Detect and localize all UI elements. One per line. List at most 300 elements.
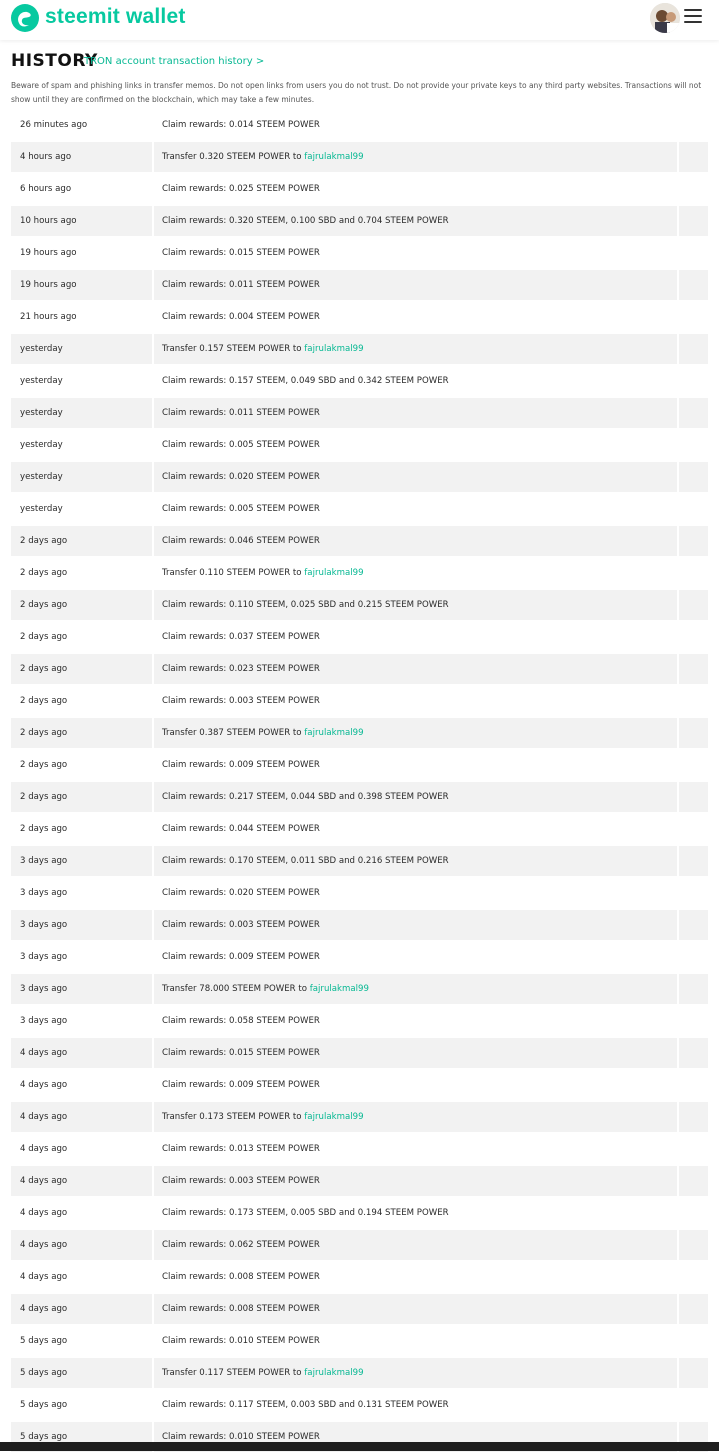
tx-time[interactable]: 2 days ago [20,824,68,834]
tx-description [162,280,320,290]
tx-description [162,504,320,514]
table-row [11,654,708,686]
time-cell [11,1326,152,1356]
time-cell [11,1294,152,1324]
time-cell [11,174,152,204]
time-cell [11,462,152,492]
tx-text: Transfer 0.387 STEEM POWER to [162,728,305,738]
tx-time[interactable]: 5 days ago [20,1400,68,1410]
tx-text: Claim rewards: 0.173 STEEM, 0.005 SBD and 0.194 STEEM POWER [162,1208,449,1218]
memo-cell [679,1262,708,1292]
description-cell [154,334,677,364]
description-cell [154,782,677,812]
tx-description [162,1144,320,1154]
description-cell [154,174,677,204]
description-cell [154,590,677,620]
memo-cell [679,334,708,364]
tx-description [162,184,320,194]
tx-text: Claim rewards: 0.025 STEEM POWER [162,184,320,194]
description-cell [154,558,677,588]
memo-cell [679,942,708,972]
tx-description [162,1272,320,1282]
table-row [11,1166,708,1198]
tx-text: Claim rewards: 0.320 STEEM, 0.100 SBD and 0.704 STEEM POWER [162,216,449,226]
tx-text: Claim rewards: 0.011 STEEM POWER [162,280,320,290]
tx-user-link[interactable]: fajrulakmal99 [304,568,364,578]
time-cell [11,718,152,748]
description-cell [154,526,677,556]
memo-cell [679,462,708,492]
description-cell [154,1102,677,1132]
avatar[interactable] [650,3,680,33]
tx-description [162,344,364,354]
table-row [11,1262,708,1294]
time-cell [11,1070,152,1100]
tx-time[interactable]: 2 days ago [20,536,68,546]
table-row [11,750,708,782]
tx-description [162,312,320,322]
memo-cell [679,1230,708,1260]
tx-text: Claim rewards: 0.015 STEEM POWER [162,1048,320,1058]
tx-description [162,152,364,162]
tx-time[interactable]: 5 days ago [20,1368,68,1378]
memo-cell [679,398,708,428]
table-row [11,878,708,910]
description-cell [154,142,677,172]
description-cell [154,974,677,1004]
tx-description [162,216,449,226]
time-cell [11,110,152,140]
tx-text: Transfer 0.173 STEEM POWER to [162,1112,305,1122]
memo-cell [679,1358,708,1388]
description-cell [154,1294,677,1324]
description-cell [154,1038,677,1068]
time-cell [11,1134,152,1164]
tx-user-link[interactable]: fajrulakmal99 [304,728,364,738]
tx-description [162,1016,320,1026]
tx-text: Claim rewards: 0.020 STEEM POWER [162,888,320,898]
tx-time[interactable]: 26 minutes ago [20,120,88,130]
memo-cell [679,206,708,236]
tx-user-link[interactable]: fajrulakmal99 [304,152,364,162]
memo-cell [679,1038,708,1068]
tx-text: Claim rewards: 0.020 STEEM POWER [162,472,320,482]
description-cell [154,430,677,460]
tx-description [162,1336,320,1346]
table-row [11,1390,708,1422]
tx-text: Claim rewards: 0.003 STEEM POWER [162,696,320,706]
time-cell [11,1230,152,1260]
tx-text: Claim rewards: 0.003 STEEM POWER [162,920,320,930]
table-row [11,590,708,622]
memo-cell [679,1006,708,1036]
memo-cell [679,1102,708,1132]
time-cell [11,334,152,364]
table-row [11,910,708,942]
tx-time[interactable]: 2 days ago [20,664,68,674]
tx-description [162,600,449,610]
tx-description [162,248,320,258]
tron-history-link[interactable]: TRON account transaction history > [84,56,265,67]
tx-user-link[interactable]: fajrulakmal99 [309,984,369,994]
table-row [11,1198,708,1230]
time-cell [11,1038,152,1068]
table-row [11,270,708,302]
tx-description [162,472,320,482]
table-row [11,334,708,366]
description-cell [154,398,677,428]
tx-text: Claim rewards: 0.062 STEEM POWER [162,1240,320,1250]
time-cell [11,366,152,396]
tx-time[interactable]: 4 days ago [20,1240,68,1250]
tx-time[interactable]: 6 hours ago [20,184,72,194]
time-cell [11,302,152,332]
tx-description [162,120,320,130]
tx-time[interactable]: 21 hours ago [20,312,77,322]
time-cell [11,558,152,588]
tx-text: Claim rewards: 0.009 STEEM POWER [162,952,320,962]
table-row [11,1102,708,1134]
memo-cell [679,686,708,716]
tx-description [162,1208,449,1218]
memo-cell [679,526,708,556]
tx-user-link[interactable]: fajrulakmal99 [304,1112,364,1122]
table-row [11,238,708,270]
tx-description [162,536,320,546]
tx-text: Claim rewards: 0.008 STEEM POWER [162,1272,320,1282]
description-cell [154,622,677,652]
description-cell [154,270,677,300]
table-row [11,142,708,174]
tx-time[interactable]: 4 days ago [20,1144,68,1154]
tx-description [162,1368,364,1378]
time-cell [11,1198,152,1228]
description-cell [154,718,677,748]
description-cell [154,1358,677,1388]
tx-time[interactable]: 4 days ago [20,1208,68,1218]
time-cell [11,238,152,268]
time-cell [11,686,152,716]
description-cell [154,206,677,236]
tx-time[interactable]: 3 days ago [20,856,68,866]
time-cell [11,430,152,460]
table-row [11,686,708,718]
description-cell [154,1166,677,1196]
description-cell [154,942,677,972]
table-row [11,1326,708,1358]
table-row [11,782,708,814]
tx-description [162,1400,449,1410]
description-cell [154,1198,677,1228]
tx-text: Claim rewards: 0.014 STEEM POWER [162,120,320,130]
tx-description [162,984,369,994]
tx-text: Transfer 0.117 STEEM POWER to [162,1368,305,1378]
time-cell [11,878,152,908]
tx-text: Claim rewards: 0.008 STEEM POWER [162,1304,320,1314]
memo-cell [679,878,708,908]
table-row [11,1294,708,1326]
table-row [11,462,708,494]
tx-text: Claim rewards: 0.009 STEEM POWER [162,1080,320,1090]
memo-cell [679,302,708,332]
tx-time[interactable]: 2 days ago [20,568,68,578]
memo-cell [679,590,708,620]
tx-description [162,1176,320,1186]
table-row [11,1230,708,1262]
tx-text: Claim rewards: 0.010 STEEM POWER [162,1336,320,1346]
tx-description [162,1080,320,1090]
tx-text: Claim rewards: 0.003 STEEM POWER [162,1176,320,1186]
tx-text: Claim rewards: 0.170 STEEM, 0.011 SBD and 0.216 STEEM POWER [162,856,449,866]
memo-cell [679,1390,708,1420]
time-cell [11,910,152,940]
tx-time[interactable]: 3 days ago [20,888,68,898]
description-cell [154,654,677,684]
tx-text: Claim rewards: 0.023 STEEM POWER [162,664,320,674]
table-row [11,558,708,590]
history-title: HISTORY [11,51,98,71]
memo-cell [679,622,708,652]
memo-cell [679,910,708,940]
tx-time[interactable]: 4 days ago [20,1176,68,1186]
tx-time[interactable]: 4 hours ago [20,152,72,162]
table-row [11,430,708,462]
tx-time[interactable]: 2 days ago [20,728,68,738]
time-cell [11,270,152,300]
tx-time[interactable]: 2 days ago [20,792,68,802]
tx-time[interactable]: 5 days ago [20,1336,68,1346]
description-cell [154,1006,677,1036]
table-row [11,1038,708,1070]
tx-time[interactable]: 2 days ago [20,696,68,706]
time-cell [11,1102,152,1132]
tx-time[interactable]: yesterday [20,408,63,418]
tx-text: Transfer 78.000 STEEM POWER to [162,984,310,994]
memo-cell [679,654,708,684]
tx-text: Claim rewards: 0.058 STEEM POWER [162,1016,320,1026]
table-row [11,526,708,558]
memo-cell [679,1070,708,1100]
description-cell [154,1390,677,1420]
bottom-bar [0,1442,719,1451]
description-cell [154,846,677,876]
description-cell [154,1134,677,1164]
tx-time[interactable]: 5 days ago [20,1432,68,1442]
memo-cell [679,430,708,460]
tx-time[interactable]: yesterday [20,376,63,386]
tx-time[interactable]: 4 days ago [20,1048,68,1058]
time-cell [11,750,152,780]
memo-cell [679,238,708,268]
time-cell [11,526,152,556]
tx-text: Claim rewards: 0.110 STEEM, 0.025 SBD and 0.215 STEEM POWER [162,600,449,610]
description-cell [154,462,677,492]
time-cell [11,974,152,1004]
description-cell [154,302,677,332]
memo-cell [679,110,708,140]
tx-time[interactable]: 2 days ago [20,632,68,642]
tx-time[interactable]: 2 days ago [20,600,68,610]
tx-text: Claim rewards: 0.005 STEEM POWER [162,504,320,514]
tx-description [162,728,364,738]
time-cell [11,942,152,972]
tx-text: Claim rewards: 0.157 STEEM, 0.049 SBD and 0.342 STEEM POWER [162,376,449,386]
tx-text: Claim rewards: 0.009 STEEM POWER [162,760,320,770]
tx-text: Claim rewards: 0.044 STEEM POWER [162,824,320,834]
memo-cell [679,270,708,300]
description-cell [154,366,677,396]
tx-time[interactable]: 3 days ago [20,952,68,962]
tx-time[interactable]: 4 days ago [20,1272,68,1282]
memo-cell [679,1326,708,1356]
tx-text: Claim rewards: 0.005 STEEM POWER [162,440,320,450]
table-row [11,974,708,1006]
memo-cell [679,1134,708,1164]
time-cell [11,1390,152,1420]
memo-cell [679,494,708,524]
tx-time[interactable]: 4 days ago [20,1080,68,1090]
tx-user-link[interactable]: fajrulakmal99 [304,1368,364,1378]
memo-cell [679,366,708,396]
brand-name[interactable]: steemit wallet [45,5,186,28]
tx-description [162,376,449,386]
description-cell [154,910,677,940]
memo-cell [679,846,708,876]
warning-text: Beware of spam and phishing links in transfer memos. Do not open links from users you do not trust. Do not provide your private keys to any third party websites. Transactions will not show until they are confirmed on the blockchain, which may take a few minutes. [11,81,702,104]
transaction-table [11,110,708,1454]
time-cell [11,814,152,844]
table-row [11,622,708,654]
tx-description [162,1048,320,1058]
tx-description [162,632,320,642]
tx-text: Claim rewards: 0.217 STEEM, 0.044 SBD and 0.398 STEEM POWER [162,792,449,802]
tx-description [162,824,320,834]
memo-cell [679,1294,708,1324]
memo-cell [679,1166,708,1196]
tx-description [162,856,449,866]
description-cell [154,494,677,524]
description-cell [154,110,677,140]
memo-cell [679,718,708,748]
table-row [11,110,708,142]
memo-cell [679,782,708,812]
table-row [11,1134,708,1166]
tx-time[interactable]: 3 days ago [20,920,68,930]
table-row [11,1358,708,1390]
time-cell [11,494,152,524]
tx-text: Claim rewards: 0.015 STEEM POWER [162,248,320,258]
tx-time[interactable]: 2 days ago [20,760,68,770]
tx-time[interactable]: yesterday [20,504,63,514]
table-row [11,942,708,974]
tx-text: Claim rewards: 0.004 STEEM POWER [162,312,320,322]
time-cell [11,398,152,428]
time-cell [11,782,152,812]
description-cell [154,1326,677,1356]
table-row [11,494,708,526]
table-row [11,1006,708,1038]
tx-time[interactable]: yesterday [20,440,63,450]
time-cell [11,1358,152,1388]
tx-text: Claim rewards: 0.013 STEEM POWER [162,1144,320,1154]
time-cell [11,1006,152,1036]
tx-time[interactable]: 19 hours ago [20,280,77,290]
tx-text: Claim rewards: 0.011 STEEM POWER [162,408,320,418]
tx-description [162,568,364,578]
tx-description [162,920,320,930]
tx-description [162,792,449,802]
tx-text: Claim rewards: 0.117 STEEM, 0.003 SBD and 0.131 STEEM POWER [162,1400,449,1410]
table-row [11,814,708,846]
description-cell [154,686,677,716]
steemit-logo-icon[interactable] [10,3,40,33]
memo-cell [679,174,708,204]
memo-cell [679,1198,708,1228]
description-cell [154,1070,677,1100]
table-row [11,302,708,334]
tx-description [162,1304,320,1314]
description-cell [154,1262,677,1292]
tx-text: Claim rewards: 0.046 STEEM POWER [162,536,320,546]
tx-text: Claim rewards: 0.010 STEEM POWER [162,1432,320,1442]
memo-cell [679,750,708,780]
tx-time[interactable]: yesterday [20,344,63,354]
table-row [11,1070,708,1102]
time-cell [11,846,152,876]
time-cell [11,1166,152,1196]
tx-description [162,1112,364,1122]
hamburger-menu-icon[interactable] [684,9,702,25]
time-cell [11,1262,152,1292]
tx-time[interactable]: 19 hours ago [20,248,77,258]
table-row [11,366,708,398]
tx-time[interactable]: 4 days ago [20,1304,68,1314]
table-row [11,398,708,430]
tx-description [162,888,320,898]
table-row [11,846,708,878]
memo-cell [679,558,708,588]
tx-time[interactable]: 4 days ago [20,1112,68,1122]
description-cell [154,878,677,908]
tx-description [162,1432,320,1442]
tx-description [162,952,320,962]
tx-description [162,1240,320,1250]
time-cell [11,654,152,684]
time-cell [11,622,152,652]
tx-description [162,760,320,770]
table-row [11,718,708,750]
tx-time[interactable]: yesterday [20,472,63,482]
memo-cell [679,142,708,172]
memo-cell [679,814,708,844]
tx-user-link[interactable]: fajrulakmal99 [304,344,364,354]
description-cell [154,750,677,780]
time-cell [11,590,152,620]
tx-description [162,440,320,450]
tx-text: Transfer 0.110 STEEM POWER to [162,568,305,578]
description-cell [154,814,677,844]
table-row [11,174,708,206]
tx-time[interactable]: 3 days ago [20,1016,68,1026]
tx-description [162,696,320,706]
description-cell [154,1230,677,1260]
tx-text: Claim rewards: 0.037 STEEM POWER [162,632,320,642]
time-cell [11,142,152,172]
tx-time[interactable]: 3 days ago [20,984,68,994]
tx-time[interactable]: 10 hours ago [20,216,77,226]
top-bar [0,0,719,40]
tx-text: Transfer 0.320 STEEM POWER to [162,152,305,162]
